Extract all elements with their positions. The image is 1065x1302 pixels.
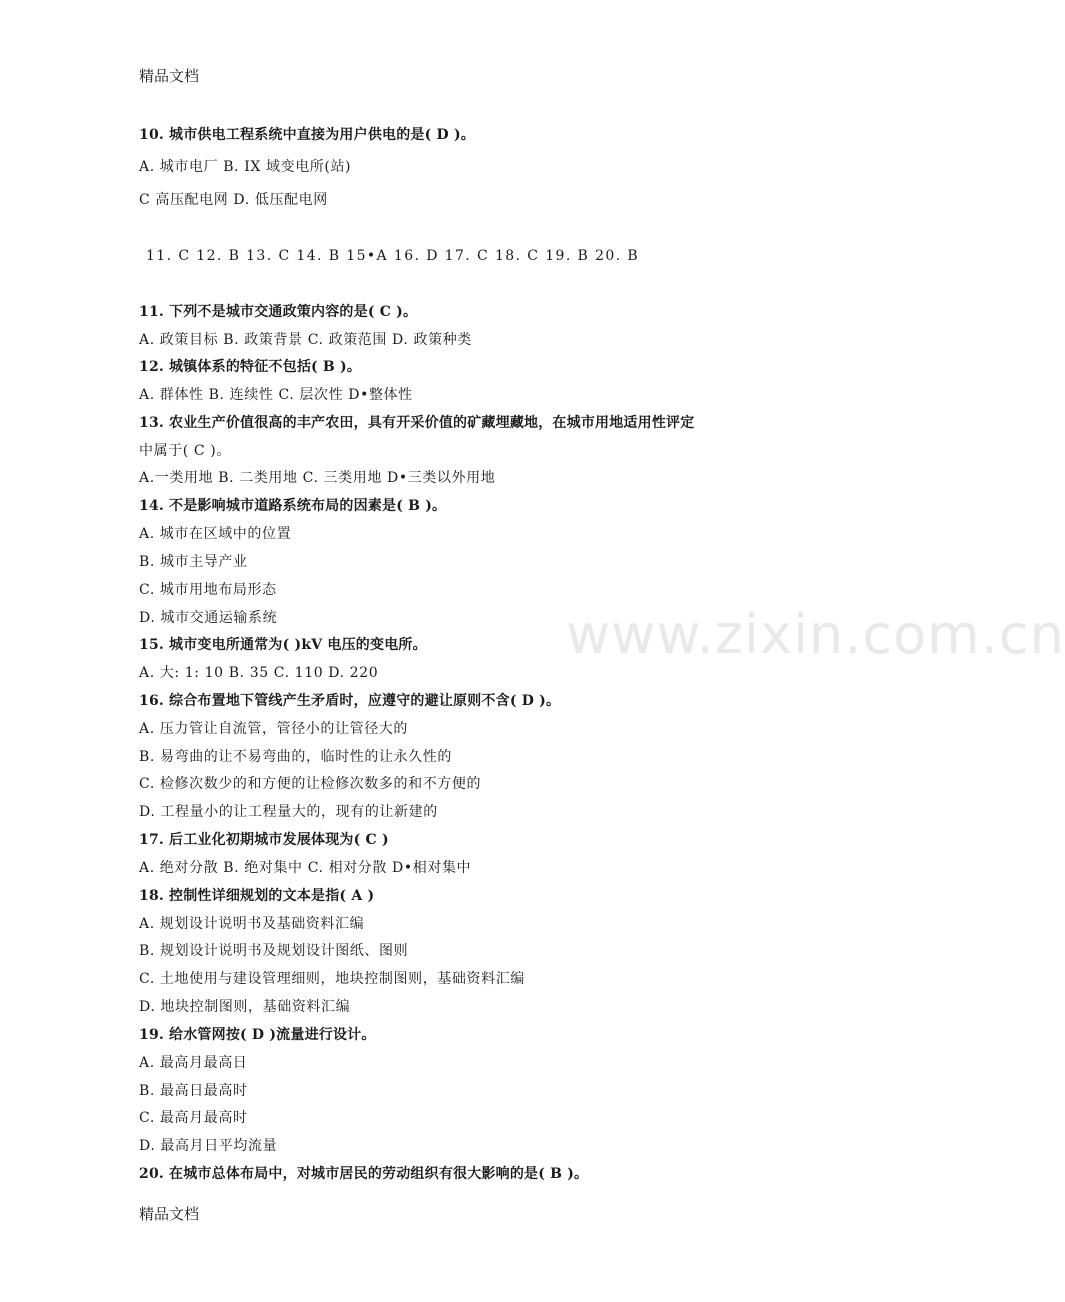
question-14-option-c: C. 城市用地布局形态 (139, 582, 277, 598)
question-18-option-a: A. 规划设计说明书及基础资料汇编 (139, 916, 365, 932)
question-14-option-b: B. 城市主导产业 (139, 554, 248, 570)
question-18-option-d: D. 地块控制图则，基础资料汇编 (139, 999, 351, 1015)
question-17-options: A. 绝对分散 B. 绝对集中 C. 相对分散 D•相对集中 (139, 860, 472, 876)
question-15: 15. 城市变电所通常为( )kV 电压的变电所。 (139, 637, 427, 653)
question-16: 16. 综合布置地下管线产生矛盾时，应遵守的避让原则不含( D )。 (139, 693, 561, 709)
question-14-option-d: D. 城市交通运输系统 (139, 610, 278, 626)
question-20: 20. 在城市总体布局中，对城市居民的劳动组织有很大影响的是( B )。 (139, 1166, 589, 1182)
question-12-options: A. 群体性 B. 连续性 C. 层次性 D•整体性 (139, 387, 413, 403)
question-10-options-1: A. 城市电厂 B. IX 域变电所(站) (139, 159, 352, 175)
question-10-options-2: C 高压配电网 D. 低压配电网 (139, 192, 328, 208)
question-19-option-b: B. 最高日最高时 (139, 1083, 248, 1099)
question-18-option-b: B. 规划设计说明书及规划设计图纸、图则 (139, 943, 409, 959)
question-16-option-b: B. 易弯曲的让不易弯曲的，临时性的让永久性的 (139, 749, 452, 765)
question-16-option-d: D. 工程量小的让工程量大的，现有的让新建的 (139, 804, 438, 820)
question-18: 18. 控制性详细规划的文本是指( A ) (139, 888, 375, 904)
watermark-text: www.zixin.com.cn (566, 603, 1065, 666)
question-14-option-a: A. 城市在区域中的位置 (139, 526, 292, 542)
page-footer: 精品文档 (139, 1205, 200, 1223)
answer-key: 11. C 12. B 13. C 14. B 15•A 16. D 17. C 18. C 19. B 20. B (146, 248, 640, 264)
question-12: 12. 城镇体系的特征不包括( B )。 (139, 359, 362, 375)
page-header: 精品文档 (139, 67, 200, 85)
question-16-option-c: C. 检修次数少的和方便的让检修次数多的和不方便的 (139, 776, 482, 792)
question-19-option-c: C. 最高月最高时 (139, 1110, 248, 1126)
question-19-option-a: A. 最高月最高日 (139, 1055, 248, 1071)
question-19: 19. 给水管网按( D )流量进行设计。 (139, 1027, 376, 1043)
question-17: 17. 后工业化初期城市发展体现为( C ) (139, 832, 389, 848)
question-10: 10. 城市供电工程系统中直接为用户供电的是( D )。 (139, 127, 475, 143)
question-19-option-d: D. 最高月日平均流量 (139, 1138, 278, 1154)
question-13-line-1: 13. 农业生产价值很高的丰产农田，具有开采价值的矿藏埋藏地，在城市用地适用性评定 (139, 415, 695, 431)
question-16-option-a: A. 压力管让自流管，管径小的让管径大的 (139, 721, 409, 737)
question-13-options: A.一类用地 B. 二类用地 C. 三类用地 D•三类以外用地 (139, 470, 496, 486)
question-13-line-2: 中属于( C )。 (139, 443, 231, 459)
question-14: 14. 不是影响城市道路系统布局的因素是( B )。 (139, 498, 447, 514)
question-18-option-c: C. 土地使用与建设管理细则，地块控制图则，基础资料汇编 (139, 971, 525, 987)
question-11-options: A. 政策目标 B. 政策背景 C. 政策范围 D. 政策种类 (139, 332, 472, 348)
question-11: 11. 下列不是城市交通政策内容的是( C )。 (139, 304, 418, 320)
question-15-options: A. 大: 1: 10 B. 35 C. 110 D. 220 (139, 665, 379, 681)
